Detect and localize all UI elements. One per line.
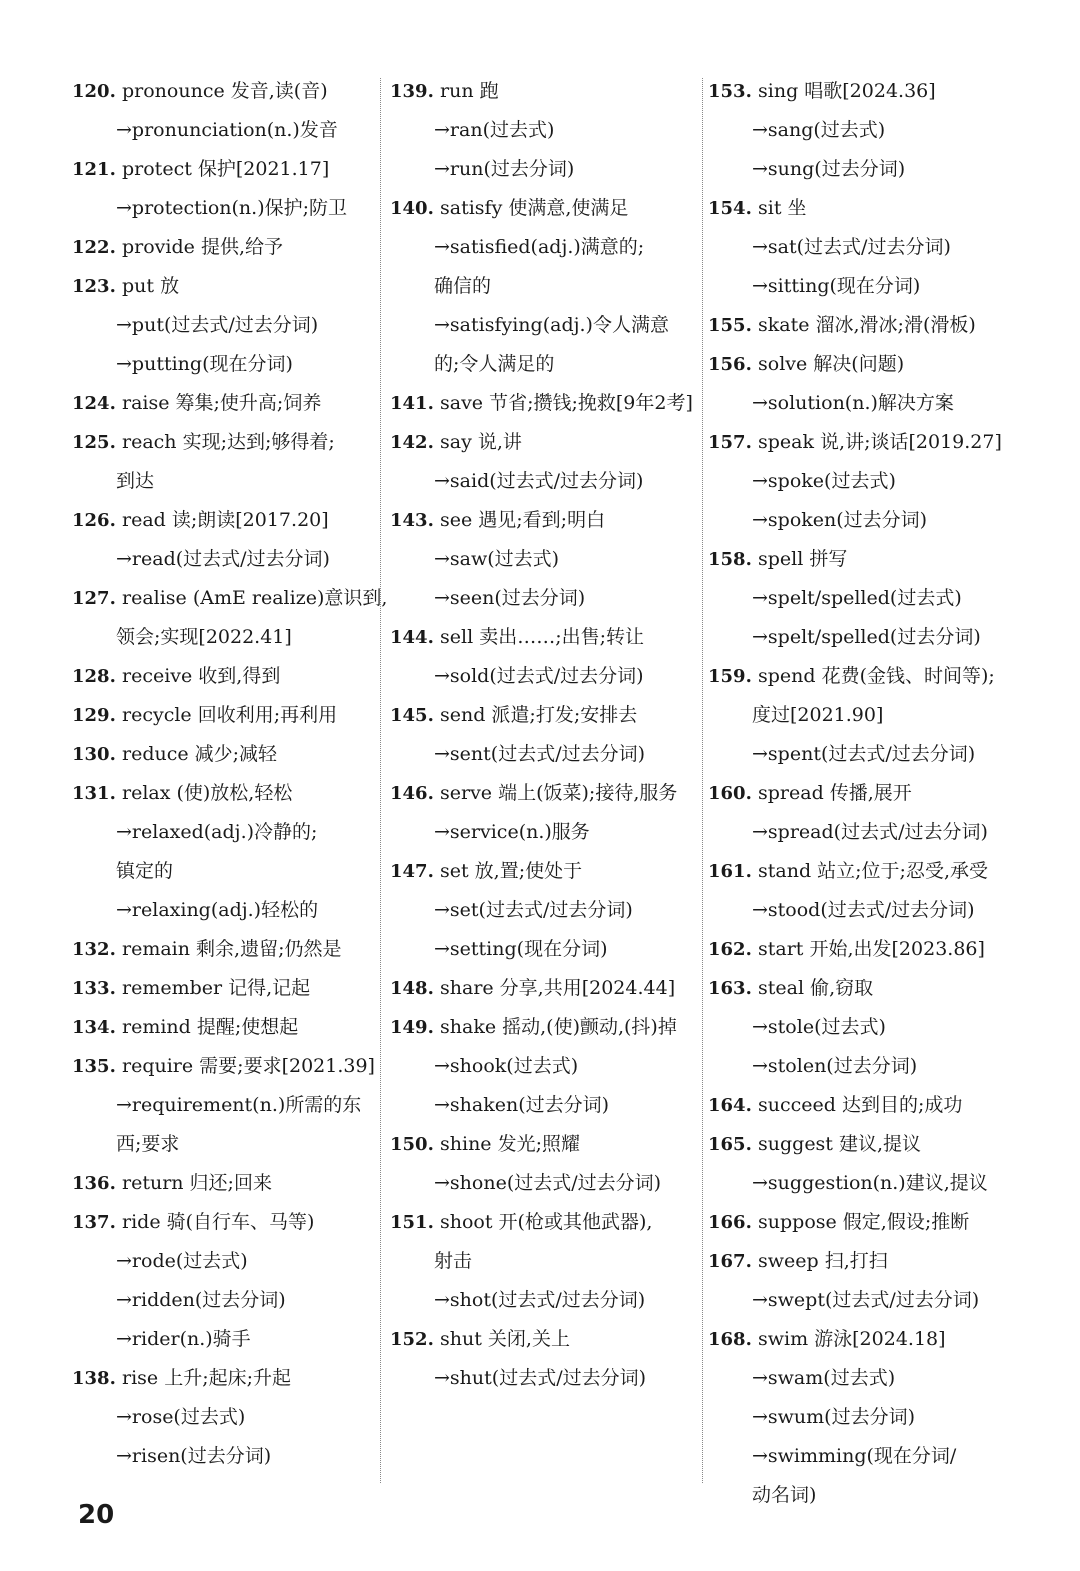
entry-text: suggest 建议,提议 <box>758 1133 922 1155</box>
vocab-entry <box>72 930 372 969</box>
entry-number: 150. <box>390 1134 434 1155</box>
derived-form <box>72 891 372 930</box>
derived-form <box>390 930 695 969</box>
entry-text: →shut(过去式/过去分词) <box>434 1367 647 1389</box>
entry-text: shut 关闭,关上 <box>440 1328 570 1350</box>
derived-form <box>72 111 372 150</box>
entry-text: return 归还;回来 <box>122 1172 272 1194</box>
vocab-entry <box>72 1164 372 1203</box>
entry-text: →stole(过去式) <box>752 1016 886 1038</box>
entry-number: 151. <box>390 1212 434 1233</box>
entry-text: →shot(过去式/过去分词) <box>434 1289 646 1311</box>
vocab-entry <box>72 1359 372 1398</box>
entry-text: shoot 开(枪或其他武器), <box>440 1211 653 1233</box>
vocab-entry <box>72 228 372 267</box>
entry-number: 148. <box>390 978 434 999</box>
vocab-entry <box>708 1086 1023 1125</box>
derived-form <box>708 1281 1023 1320</box>
entry-text: →pronunciation(n.)发音 <box>116 119 338 141</box>
entry-text: →set(过去式/过去分词) <box>434 899 633 921</box>
derived-form <box>708 579 1023 618</box>
entry-text: steal 偷,窃取 <box>758 977 874 999</box>
column-3 <box>708 72 1023 1515</box>
derived-form <box>708 1047 1023 1086</box>
entry-number: 130. <box>72 744 116 765</box>
entry-text: sit 坐 <box>758 197 807 219</box>
entry-number: 127. <box>72 588 116 609</box>
vocab-entry <box>708 657 1023 696</box>
vocab-entry <box>390 774 695 813</box>
entry-number: 155. <box>708 315 752 336</box>
entry-number: 162. <box>708 939 752 960</box>
entry-text: 镇定的 <box>116 860 174 882</box>
entry-number: 120. <box>72 81 116 102</box>
vocab-entry <box>390 696 695 735</box>
derived-form <box>390 735 695 774</box>
entry-number: 147. <box>390 861 434 882</box>
entry-number: 138. <box>72 1368 116 1389</box>
entry-text: put 放 <box>122 275 180 297</box>
derived-form <box>72 189 372 228</box>
entry-text: →said(过去式/过去分词) <box>434 470 644 492</box>
entry-text: →spelt/spelled(过去分词) <box>752 626 981 648</box>
derived-form <box>390 1164 695 1203</box>
entry-text: require 需要;要求[2021.39] <box>122 1055 375 1077</box>
entry-number: 123. <box>72 276 116 297</box>
entry-text: →spelt/spelled(过去式) <box>752 587 962 609</box>
vocab-entry <box>72 735 372 774</box>
derived-form <box>708 228 1023 267</box>
entry-text: →stood(过去式/过去分词) <box>752 899 975 921</box>
entry-text: say 说,讲 <box>440 431 522 453</box>
derived-form <box>390 1281 695 1320</box>
entry-number: 142. <box>390 432 434 453</box>
entry-text: serve 端上(饭菜);接待,服务 <box>440 782 678 804</box>
entry-number: 136. <box>72 1173 116 1194</box>
vocab-entry <box>72 1047 375 1086</box>
derived-form <box>390 228 695 267</box>
entry-number: 133. <box>72 978 116 999</box>
entry-text: →stolen(过去分词) <box>752 1055 918 1077</box>
entry-text: 度过[2021.90] <box>752 704 884 726</box>
derived-form <box>708 1359 1023 1398</box>
entry-number: 129. <box>72 705 116 726</box>
entry-text: →seen(过去分词) <box>434 587 586 609</box>
derived-form <box>72 1398 372 1437</box>
vocab-entry <box>708 774 1023 813</box>
entry-text: receive 收到,得到 <box>122 665 281 687</box>
entry-text: 西;要求 <box>116 1133 180 1155</box>
entry-text: 射击 <box>434 1250 473 1272</box>
entry-number: 125. <box>72 432 116 453</box>
entry-text: 的;令人满足的 <box>434 353 555 375</box>
entry-number: 161. <box>708 861 752 882</box>
vocab-entry <box>708 852 1023 891</box>
entry-text: →swum(过去分词) <box>752 1406 916 1428</box>
derived-form <box>708 1398 1023 1437</box>
entry-text: →spent(过去式/过去分词) <box>752 743 976 765</box>
entry-number: 126. <box>72 510 116 531</box>
entry-text: →relaxing(adj.)轻松的 <box>116 899 319 921</box>
entry-number: 145. <box>390 705 434 726</box>
vocab-entry <box>708 969 1023 1008</box>
vocab-entry <box>72 1203 372 1242</box>
entry-text: see 遇见;看到;明白 <box>440 509 606 531</box>
entry-number: 141. <box>390 393 434 414</box>
entry-text: →swimming(现在分词/ <box>752 1445 957 1467</box>
vocab-entry <box>72 696 372 735</box>
entry-number: 165. <box>708 1134 752 1155</box>
entry-text: shine 发光;照耀 <box>440 1133 580 1155</box>
derived-form <box>390 462 695 501</box>
entry-text: →shook(过去式) <box>434 1055 579 1077</box>
entry-text: 动名词) <box>752 1484 817 1506</box>
derived-form <box>708 891 1023 930</box>
entry-number: 166. <box>708 1212 752 1233</box>
entry-text: spell 拼写 <box>758 548 848 570</box>
vocab-entry <box>72 384 372 423</box>
entry-text: →sang(过去式) <box>752 119 886 141</box>
entry-text: pronounce 发音,读(音) <box>122 80 328 102</box>
entry-number: 128. <box>72 666 116 687</box>
entry-number: 154. <box>708 198 752 219</box>
vocab-entry <box>390 384 695 423</box>
entry-text: 到达 <box>116 470 155 492</box>
vocab-entry <box>708 345 1023 384</box>
vocab-entry <box>708 1125 1023 1164</box>
entry-text: remain 剩余,遗留;仍然是 <box>122 938 342 960</box>
derived-form <box>390 306 695 345</box>
entry-text: →spoke(过去式) <box>752 470 896 492</box>
column-divider <box>702 78 703 1483</box>
entry-text: →shaken(过去分词) <box>434 1094 610 1116</box>
entry-text: →run(过去分词) <box>434 158 575 180</box>
derived-form <box>72 1086 372 1125</box>
entry-text: set 放,置;使处于 <box>440 860 583 882</box>
entry-text: skate 溜冰,滑冰;滑(滑板) <box>758 314 976 336</box>
vocab-entry <box>72 423 372 462</box>
entry-number: 149. <box>390 1017 434 1038</box>
entry-text: start 开始,出发[2023.86] <box>758 938 985 960</box>
entry-text: →setting(现在分词) <box>434 938 608 960</box>
vocab-entry <box>72 150 372 189</box>
entry-number: 153. <box>708 81 752 102</box>
entry-text: 确信的 <box>434 275 492 297</box>
entry-text: send 派遣;打发;安排去 <box>440 704 638 726</box>
entry-number: 144. <box>390 627 434 648</box>
vocab-entry <box>708 930 1023 969</box>
entry-number: 157. <box>708 432 752 453</box>
entry-text: →suggestion(n.)建议,提议 <box>752 1172 988 1194</box>
entry-text: suppose 假定,假设;推断 <box>758 1211 970 1233</box>
entry-text: rise 上升;起床;升起 <box>122 1367 291 1389</box>
entry-number: 164. <box>708 1095 752 1116</box>
entry-text: provide 提供,给予 <box>122 236 283 258</box>
derived-form <box>390 1359 695 1398</box>
entry-continuation <box>72 618 372 657</box>
entry-text: satisfy 使满意,使满足 <box>440 197 629 219</box>
entry-continuation <box>72 1125 372 1164</box>
entry-continuation <box>390 1242 695 1281</box>
entry-text: run 跑 <box>440 80 499 102</box>
entry-text: →sung(过去分词) <box>752 158 906 180</box>
entry-number: 137. <box>72 1212 116 1233</box>
entry-text: →swept(过去式/过去分词) <box>752 1289 980 1311</box>
derived-form <box>708 501 1023 540</box>
vocab-entry <box>708 1203 1023 1242</box>
entry-text: sing 唱歌[2024.36] <box>758 80 936 102</box>
column-divider <box>380 78 381 1483</box>
entry-number: 163. <box>708 978 752 999</box>
derived-form <box>390 111 695 150</box>
derived-form <box>390 1086 695 1125</box>
entry-number: 152. <box>390 1329 434 1350</box>
vocab-entry <box>708 189 1023 228</box>
entry-continuation <box>72 462 372 501</box>
vocab-entry <box>72 72 372 111</box>
entry-text: →rose(过去式) <box>116 1406 246 1428</box>
entry-continuation <box>708 696 1023 735</box>
vocab-entry <box>390 1320 695 1359</box>
entry-number: 134. <box>72 1017 116 1038</box>
entry-number: 121. <box>72 159 116 180</box>
derived-form <box>390 540 695 579</box>
entry-number: 122. <box>72 237 116 258</box>
derived-form <box>390 813 695 852</box>
entry-text: →satisfied(adj.)满意的; <box>434 236 645 258</box>
entry-text: →putting(现在分词) <box>116 353 293 375</box>
entry-text: reach 实现;达到;够得着; <box>122 431 335 453</box>
vocab-entry <box>708 1320 1023 1359</box>
vocab-entry <box>72 579 388 618</box>
vocab-entry <box>390 72 695 111</box>
entry-number: 159. <box>708 666 752 687</box>
derived-form <box>708 1437 1023 1476</box>
derived-form <box>390 1047 695 1086</box>
entry-text: recycle 回收利用;再利用 <box>122 704 338 726</box>
entry-text: spend 花费(金钱、时间等); <box>758 665 995 687</box>
entry-text: shake 摇动,(使)颤动,(抖)掉 <box>440 1016 677 1038</box>
entry-continuation <box>390 267 695 306</box>
entry-text: realise (AmE realize)意识到, <box>122 587 388 609</box>
derived-form <box>72 813 372 852</box>
entry-text: protect 保护[2021.17] <box>122 158 330 180</box>
vocab-entry <box>390 1125 695 1164</box>
derived-form <box>72 1281 372 1320</box>
entry-text: →put(过去式/过去分词) <box>116 314 319 336</box>
entry-number: 168. <box>708 1329 752 1350</box>
entry-number: 167. <box>708 1251 752 1272</box>
vocab-entry <box>390 189 695 228</box>
entry-text: remind 提醒;使想起 <box>122 1016 299 1038</box>
vocab-entry <box>72 657 372 696</box>
vocab-entry <box>72 267 372 306</box>
vocab-entry <box>708 1242 1023 1281</box>
entry-text: →ran(过去式) <box>434 119 555 141</box>
entry-text: →read(过去式/过去分词) <box>116 548 330 570</box>
vocab-entry <box>390 1203 695 1242</box>
entry-text: spread 传播,展开 <box>758 782 912 804</box>
entry-text: →satisfying(adj.)令人满意 <box>434 314 669 336</box>
entry-text: →shone(过去式/过去分词) <box>434 1172 662 1194</box>
entry-text: share 分享,共用[2024.44] <box>440 977 676 999</box>
derived-form <box>390 891 695 930</box>
derived-form <box>390 657 695 696</box>
vocab-entry <box>390 969 695 1008</box>
entry-text: →risen(过去分词) <box>116 1445 272 1467</box>
entry-text: →swam(过去式) <box>752 1367 896 1389</box>
entry-number: 135. <box>72 1056 116 1077</box>
entry-number: 132. <box>72 939 116 960</box>
derived-form <box>708 384 1023 423</box>
entry-text: raise 筹集;使升高;饲养 <box>122 392 322 414</box>
entry-number: 140. <box>390 198 434 219</box>
vocab-entry <box>390 852 695 891</box>
derived-form <box>390 150 695 189</box>
column-1 <box>72 72 388 1476</box>
entry-text: relax (使)放松,轻松 <box>122 782 293 804</box>
entry-continuation <box>708 1476 1023 1515</box>
column-2 <box>390 72 695 1398</box>
vocab-entry <box>390 501 695 540</box>
entry-text: →requirement(n.)所需的东 <box>116 1094 362 1116</box>
vocab-entry <box>390 1008 695 1047</box>
entry-text: remember 记得,记起 <box>122 977 311 999</box>
entry-text: read 读;朗读[2017.20] <box>122 509 329 531</box>
vocab-entry <box>390 618 695 657</box>
derived-form <box>708 735 1023 774</box>
derived-form <box>708 1164 1023 1203</box>
entry-text: →saw(过去式) <box>434 548 560 570</box>
derived-form <box>72 1320 372 1359</box>
entry-text: →sat(过去式/过去分词) <box>752 236 951 258</box>
vocab-entry <box>72 774 372 813</box>
derived-form <box>708 813 1023 852</box>
entry-number: 143. <box>390 510 434 531</box>
entry-number: 124. <box>72 393 116 414</box>
derived-form <box>390 579 695 618</box>
vocab-entry <box>708 540 1023 579</box>
entry-text: →spread(过去式/过去分词) <box>752 821 988 843</box>
entry-text: swim 游泳[2024.18] <box>758 1328 946 1350</box>
entry-text: →sitting(现在分词) <box>752 275 921 297</box>
entry-text: stand 站立;位于;忍受,承受 <box>758 860 988 882</box>
derived-form <box>72 1242 372 1281</box>
derived-form <box>72 540 372 579</box>
entry-number: 146. <box>390 783 434 804</box>
derived-form <box>708 111 1023 150</box>
entry-text: →protection(n.)保护;防卫 <box>116 197 348 219</box>
entry-number: 131. <box>72 783 116 804</box>
entry-text: →sold(过去式/过去分词) <box>434 665 644 687</box>
entry-text: ride 骑(自行车、马等) <box>122 1211 315 1233</box>
entry-text: 领会;实现[2022.41] <box>116 626 292 648</box>
derived-form <box>72 306 372 345</box>
entry-text: reduce 减少;减轻 <box>122 743 278 765</box>
entry-text: save 节省;攒钱;挽救[9年2考] <box>440 392 693 414</box>
derived-form <box>708 267 1023 306</box>
page-number: 20 <box>78 1500 115 1530</box>
entry-continuation <box>390 345 695 384</box>
entry-text: →relaxed(adj.)冷静的; <box>116 821 318 843</box>
entry-text: →ridden(过去分词) <box>116 1289 286 1311</box>
entry-text: →service(n.)服务 <box>434 821 590 843</box>
derived-form <box>708 150 1023 189</box>
derived-form <box>708 462 1023 501</box>
entry-text: solve 解决(问题) <box>758 353 905 375</box>
vocab-entry <box>708 423 1023 462</box>
entry-number: 160. <box>708 783 752 804</box>
entry-text: →spoken(过去分词) <box>752 509 928 531</box>
entry-continuation <box>72 852 372 891</box>
vocab-entry <box>72 1008 372 1047</box>
vocab-entry <box>708 306 1023 345</box>
entry-text: →rider(n.)骑手 <box>116 1328 251 1350</box>
derived-form <box>72 345 372 384</box>
derived-form <box>708 1008 1023 1047</box>
vocab-entry <box>708 72 1023 111</box>
entry-number: 158. <box>708 549 752 570</box>
derived-form <box>72 1437 372 1476</box>
entry-text: →sent(过去式/过去分词) <box>434 743 646 765</box>
entry-text: speak 说,讲;谈话[2019.27] <box>758 431 1002 453</box>
vocab-entry <box>72 501 372 540</box>
derived-form <box>708 618 1023 657</box>
entry-text: →rode(过去式) <box>116 1250 248 1272</box>
entry-text: sell 卖出……;出售;转让 <box>440 626 644 648</box>
vocab-entry <box>72 969 372 1008</box>
entry-text: sweep 扫,打扫 <box>758 1250 888 1272</box>
entry-number: 139. <box>390 81 434 102</box>
entry-text: succeed 达到目的;成功 <box>758 1094 963 1116</box>
entry-number: 156. <box>708 354 752 375</box>
entry-text: →solution(n.)解决方案 <box>752 392 954 414</box>
vocab-entry <box>390 423 695 462</box>
